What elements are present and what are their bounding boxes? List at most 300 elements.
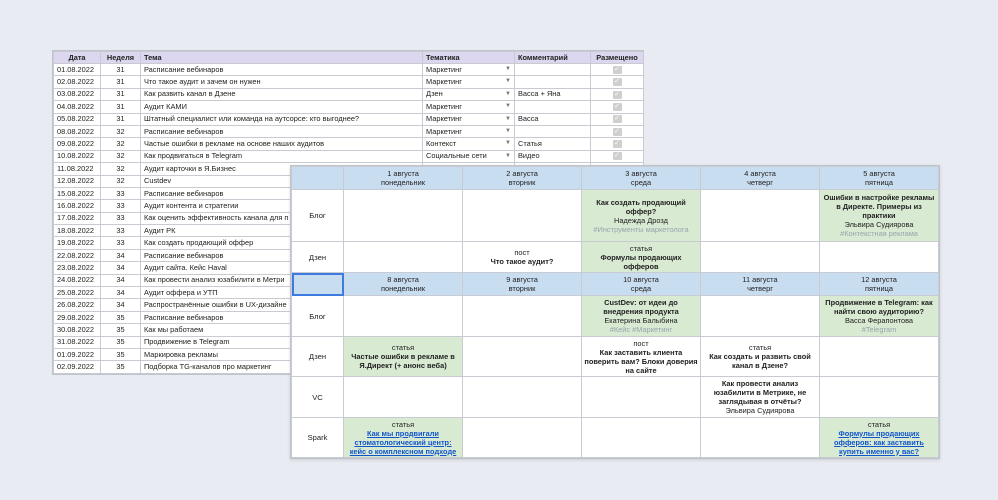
date-cell-text: 03.08.2022 — [57, 89, 94, 99]
week-cell-text: 31 — [116, 64, 125, 74]
header-row — [54, 52, 644, 64]
row-label-spark[interactable]: Spark — [292, 418, 344, 458]
theme-cell[interactable] — [423, 150, 515, 162]
week-cell-text: 32 — [116, 163, 125, 173]
calendar-cell-dzen-tue[interactable] — [463, 242, 582, 273]
date-cell[interactable] — [54, 299, 101, 311]
date-cell[interactable] — [54, 311, 101, 323]
week-cell-text: 33 — [116, 200, 125, 210]
day-weekday: среда — [630, 284, 652, 293]
post-title: Ошибки в настройке рекламы в Директе. Примеры из практики — [823, 193, 935, 220]
date-cell-text: 16.08.2022 — [57, 200, 94, 210]
topic-cell[interactable] — [141, 138, 423, 150]
date-cell-text: 31.08.2022 — [57, 337, 94, 347]
post-author: Екатерина Балыбина — [604, 316, 678, 325]
day-date: 9 августа — [506, 275, 538, 284]
week-cell[interactable] — [101, 225, 141, 237]
day-header[interactable] — [820, 167, 939, 190]
post-type: статья — [391, 343, 415, 352]
date-cell-text: 26.08.2022 — [57, 300, 94, 310]
date-cell[interactable] — [54, 88, 101, 100]
date-cell[interactable] — [54, 76, 101, 88]
week-cell[interactable] — [101, 212, 141, 224]
day-header[interactable] — [463, 167, 582, 190]
theme-cell-text: Маркетинг — [426, 114, 462, 124]
week-cell[interactable] — [101, 88, 141, 100]
day-weekday: пятница — [865, 284, 893, 293]
post-title: Формулы продающих офферов — [600, 252, 682, 271]
calendar-cell-vc-thu[interactable] — [701, 377, 820, 418]
weekly-calendar-sheet — [290, 165, 940, 459]
date-cell[interactable] — [54, 113, 101, 125]
date-cell[interactable] — [54, 336, 101, 348]
week-cell-text: 35 — [116, 312, 125, 322]
date-cell[interactable] — [54, 324, 101, 336]
comment-cell[interactable] — [515, 101, 591, 113]
calendar-cell[interactable] — [820, 377, 939, 418]
topic-cell[interactable] — [141, 150, 423, 162]
calendar-cell[interactable] — [344, 296, 463, 337]
checkbox-checked-icon[interactable]: ✓ — [614, 78, 620, 86]
comment-cell[interactable] — [515, 88, 591, 100]
chevron-down-icon[interactable]: ▼ — [505, 140, 511, 147]
date-cell-text: 19.08.2022 — [57, 238, 94, 248]
row-label-dzen[interactable]: Дзен — [292, 337, 344, 377]
chevron-down-icon[interactable]: ▼ — [505, 90, 511, 97]
week-cell-text: 31 — [116, 89, 125, 99]
date-cell[interactable] — [54, 150, 101, 162]
day-date: 10 августа — [623, 275, 659, 284]
day-weekday: пятница — [865, 178, 893, 187]
week-cell[interactable] — [101, 64, 141, 76]
week-cell[interactable] — [101, 287, 141, 299]
day-header[interactable] — [820, 273, 939, 296]
checkbox-checked-icon[interactable]: ✓ — [614, 65, 620, 73]
comment-cell[interactable] — [515, 125, 591, 137]
post-title: Как создать продающий оффер? — [596, 197, 686, 216]
week-cell[interactable] — [101, 249, 141, 261]
theme-cell-text: Дзен — [426, 89, 443, 99]
post-tag: #Кейс #Маркетинг — [609, 325, 673, 334]
week2-dzen-row — [292, 337, 939, 377]
theme-cell[interactable] — [423, 125, 515, 137]
week-cell[interactable] — [101, 274, 141, 286]
week-cell[interactable] — [101, 200, 141, 212]
table-row[interactable] — [54, 138, 644, 150]
chevron-down-icon[interactable]: ▼ — [505, 78, 511, 85]
calendar-cell-spark-fri[interactable] — [820, 418, 939, 458]
comment-cell-text: Видео — [518, 151, 540, 161]
day-header[interactable] — [344, 167, 463, 190]
theme-cell[interactable] — [423, 76, 515, 88]
topic-cell-text: Расписание вебинаров — [144, 64, 224, 74]
topic-cell-text: Как мы работаем — [144, 324, 204, 334]
week2-header-row — [292, 273, 939, 296]
day-date: 4 августа — [744, 169, 776, 178]
topic-cell-text: Расписание вебинаров — [144, 312, 224, 322]
calendar-cell-blog-wed[interactable] — [582, 296, 701, 337]
date-cell[interactable] — [54, 287, 101, 299]
post-title: Продвижение в Telegram: как найти свою аудиторию? — [825, 298, 933, 316]
date-cell-text: 17.08.2022 — [57, 213, 94, 223]
topic-cell-text: Как провести анализ юзабилити в Метри — [144, 275, 285, 285]
week-cell-text: 34 — [116, 262, 125, 272]
checkbox-checked-icon[interactable]: ✓ — [614, 102, 620, 110]
calendar-cell-spark-mon[interactable] — [344, 418, 463, 458]
table-row[interactable] — [54, 150, 644, 162]
col-topic[interactable]: Тема — [141, 52, 423, 64]
calendar-cell[interactable] — [582, 377, 701, 418]
corner-cell-selected[interactable] — [292, 273, 344, 296]
date-cell[interactable] — [54, 175, 101, 187]
row-label-blog[interactable]: Блог — [292, 190, 344, 242]
week-cell[interactable] — [101, 311, 141, 323]
chevron-down-icon[interactable]: ▼ — [505, 66, 511, 72]
checkbox-checked-icon[interactable]: ✓ — [614, 90, 620, 98]
topic-cell-text: Аудит оффера и УТП — [144, 287, 218, 297]
post-title: Как создать и развить свой канал в Дзене? — [709, 352, 811, 370]
theme-cell[interactable] — [423, 113, 515, 125]
day-date: 5 августа — [863, 169, 895, 178]
post-author: Эльвира Судиярова — [725, 406, 795, 415]
comment-cell[interactable] — [515, 76, 591, 88]
week-cell-text: 34 — [116, 275, 125, 285]
col-theme[interactable]: Тематика — [423, 52, 515, 64]
date-cell-text: 09.08.2022 — [57, 139, 94, 149]
week-cell-text: 33 — [116, 188, 125, 198]
topic-cell-text: Custdev — [144, 176, 172, 186]
post-tag: #Инструменты маркетолога — [593, 224, 689, 234]
week-cell[interactable] — [101, 336, 141, 348]
day-date: 8 августа — [387, 275, 419, 284]
week-cell[interactable] — [101, 113, 141, 125]
date-cell-text: 08.08.2022 — [57, 126, 94, 136]
week-cell[interactable] — [101, 361, 141, 373]
day-header[interactable] — [701, 273, 820, 296]
date-cell[interactable] — [54, 163, 101, 175]
date-cell[interactable] — [54, 101, 101, 113]
posted-cell[interactable] — [591, 88, 644, 100]
week-cell-text: 35 — [116, 337, 125, 347]
theme-cell-text: Маркетинг — [426, 77, 462, 87]
topic-cell[interactable] — [141, 101, 423, 113]
posted-cell[interactable] — [591, 64, 644, 76]
topic-cell-text: Продвижение в Telegram — [144, 337, 230, 347]
col-comment[interactable]: Комментарий — [515, 52, 591, 64]
date-cell[interactable] — [54, 225, 101, 237]
calendar-cell[interactable] — [463, 296, 582, 337]
checkbox-checked-icon[interactable]: ✓ — [614, 127, 620, 135]
topic-cell-text: Частые ошибки в рекламе на основе наших аудитов — [144, 139, 325, 149]
date-cell-text: 02.08.2022 — [57, 77, 94, 87]
topic-cell-text: Аудит контента и стратегии — [144, 200, 239, 210]
week-cell[interactable] — [101, 262, 141, 274]
date-cell[interactable] — [54, 262, 101, 274]
day-weekday: среда — [630, 178, 652, 187]
topic-cell-text: Как развить канал в Дзене — [144, 89, 236, 99]
date-cell-text: 23.08.2022 — [57, 262, 94, 272]
day-weekday: вторник — [508, 178, 536, 187]
calendar-cell[interactable] — [344, 242, 463, 273]
theme-cell-text: Маркетинг — [426, 126, 462, 136]
day-header[interactable] — [582, 273, 701, 296]
post-title: CustDev: от идеи до внедрения продукта — [603, 298, 679, 316]
date-cell[interactable] — [54, 274, 101, 286]
corner-cell[interactable] — [292, 167, 344, 190]
col-week[interactable]: Неделя — [101, 52, 141, 64]
date-cell-text: 25.08.2022 — [57, 287, 94, 297]
chevron-down-icon[interactable]: ▼ — [505, 115, 511, 122]
topic-cell-text: Расписание вебинаров — [144, 126, 224, 136]
day-weekday: четверг — [747, 178, 773, 187]
topic-cell-text: Аудит РК — [144, 225, 176, 235]
calendar-cell[interactable] — [701, 242, 820, 273]
week-cell-text: 35 — [116, 349, 125, 359]
topic-cell-text: Что такое аудит и зачем он нужен — [144, 77, 261, 87]
chevron-down-icon[interactable]: ▼ — [505, 127, 511, 134]
calendar-cell[interactable] — [701, 190, 820, 242]
calendar-cell-blog-fri[interactable] — [820, 190, 939, 242]
calendar-cell-dzen-thu[interactable] — [701, 337, 820, 377]
week-cell-text: 33 — [116, 225, 125, 235]
day-date: 3 августа — [625, 169, 657, 178]
week-cell[interactable] — [101, 324, 141, 336]
post-title: Как заставить клиента поверить вам? Блоки доверия на сайте — [584, 347, 698, 375]
posted-cell[interactable] — [591, 101, 644, 113]
date-cell-text: 01.09.2022 — [57, 349, 94, 359]
topic-cell-text: Маркировка рекламы — [144, 349, 218, 359]
week-cell[interactable] — [101, 237, 141, 249]
week-cell-text: 32 — [116, 126, 125, 136]
topic-cell-text: Аудит КАМИ — [144, 101, 187, 111]
post-author: Васса Ферапонтова — [844, 316, 914, 325]
calendar-cell-dzen-mon[interactable] — [344, 337, 463, 377]
topic-cell[interactable] — [141, 113, 423, 125]
date-cell-text: 15.08.2022 — [57, 188, 94, 198]
day-weekday: понедельник — [381, 284, 425, 293]
calendar-cell[interactable] — [463, 337, 582, 377]
theme-cell[interactable] — [423, 88, 515, 100]
comment-cell-text: Статья — [518, 139, 542, 149]
table-row[interactable] — [54, 64, 644, 76]
table-row[interactable] — [54, 113, 644, 125]
day-header[interactable] — [582, 167, 701, 190]
date-cell-text: 12.08.2022 — [57, 176, 94, 186]
table-row[interactable] — [54, 125, 644, 137]
col-date[interactable]: Дата — [54, 52, 101, 64]
table-row[interactable] — [54, 88, 644, 100]
post-link[interactable]: Как мы продвигали стоматологический центр: кейс о комплексном подходе — [349, 428, 457, 456]
date-cell-text: 11.08.2022 — [57, 163, 94, 173]
week-cell[interactable] — [101, 348, 141, 360]
topic-cell[interactable] — [141, 64, 423, 76]
date-cell-text: 18.08.2022 — [57, 225, 94, 235]
posted-cell[interactable] — [591, 138, 644, 150]
theme-cell[interactable] — [423, 138, 515, 150]
table-row[interactable] — [54, 101, 644, 113]
date-cell-text: 30.08.2022 — [57, 324, 94, 334]
post-tag: #Telegram — [861, 325, 897, 334]
date-cell[interactable] — [54, 125, 101, 137]
posted-cell[interactable] — [591, 113, 644, 125]
week-cell[interactable] — [101, 138, 141, 150]
calendar-cell-dzen-wed[interactable] — [582, 337, 701, 377]
calendar-cell[interactable] — [344, 377, 463, 418]
topic-cell-text: Распространённые ошибки в UX-дизайне — [144, 300, 287, 310]
week-cell[interactable] — [101, 150, 141, 162]
comment-cell[interactable] — [515, 113, 591, 125]
date-cell[interactable] — [54, 348, 101, 360]
calendar-cell[interactable] — [820, 337, 939, 377]
date-cell-text: 10.08.2022 — [57, 151, 94, 161]
week-cell-text: 31 — [116, 114, 125, 124]
date-cell[interactable] — [54, 212, 101, 224]
topic-cell-text: Как продвигаться в Telegram — [144, 151, 242, 161]
comment-cell[interactable] — [515, 150, 591, 162]
topic-cell[interactable] — [141, 88, 423, 100]
week-cell-text: 34 — [116, 287, 125, 297]
calendar-cell[interactable] — [582, 418, 701, 458]
calendar-cell-blog-wed[interactable] — [582, 190, 701, 242]
calendar-cell[interactable] — [463, 190, 582, 242]
week-cell-text: 34 — [116, 300, 125, 310]
week-cell-text: 33 — [116, 238, 125, 248]
calendar-cell-dzen-wed[interactable] — [582, 242, 701, 273]
week-cell-text: 32 — [116, 151, 125, 161]
theme-cell-text: Социальные сети — [426, 151, 487, 161]
posted-cell[interactable] — [591, 76, 644, 88]
day-header[interactable] — [463, 273, 582, 296]
week-cell-text: 35 — [116, 324, 125, 334]
week-cell[interactable] — [101, 76, 141, 88]
date-cell[interactable] — [54, 138, 101, 150]
topic-cell-text: Расписание вебинаров — [144, 250, 224, 260]
post-link[interactable]: Формулы продающих офферов: как заставить купить именно у вас? — [834, 428, 924, 456]
day-date: 1 августа — [387, 169, 419, 178]
chevron-down-icon[interactable]: ▼ — [505, 103, 511, 110]
topic-cell[interactable] — [141, 125, 423, 137]
theme-cell-text: Маркетинг — [426, 64, 462, 74]
chevron-down-icon[interactable]: ▼ — [505, 152, 511, 159]
week-cell-text: 31 — [116, 77, 125, 87]
day-weekday: вторник — [508, 284, 536, 293]
week-cell[interactable] — [101, 299, 141, 311]
date-cell-text: 05.08.2022 — [57, 114, 94, 124]
week1-header-row — [292, 167, 939, 190]
comment-cell[interactable] — [515, 64, 591, 76]
row-label-vc[interactable]: VC — [292, 377, 344, 418]
calendar-cell[interactable] — [344, 190, 463, 242]
comment-cell-text: Васса — [518, 114, 539, 124]
week-cell[interactable] — [101, 163, 141, 175]
date-cell-text: 02.09.2022 — [57, 362, 94, 372]
topic-cell-text: Штатный специалист или команда на аутсорсе: кто выгоднее? — [144, 114, 360, 124]
post-title: Частые ошибки в рекламе в Я.Директ (+ анонс веба) — [351, 352, 455, 370]
week-cell[interactable] — [101, 101, 141, 113]
week-cell-text: 33 — [116, 213, 125, 223]
calendar-cell[interactable] — [463, 377, 582, 418]
checkbox-checked-icon[interactable]: ✓ — [614, 152, 620, 160]
date-cell[interactable] — [54, 64, 101, 76]
post-author: Эльвира Судиярова — [844, 220, 914, 229]
theme-cell[interactable] — [423, 64, 515, 76]
checkbox-checked-icon[interactable]: ✓ — [614, 140, 620, 148]
post-title: Как провести анализ юзабилити в Метрике, не заглядывая в отчёты? — [713, 379, 807, 406]
date-cell[interactable] — [54, 361, 101, 373]
day-date: 12 августа — [861, 275, 897, 284]
topic-cell[interactable] — [141, 76, 423, 88]
day-date: 2 августа — [506, 169, 538, 178]
calendar-cell[interactable] — [463, 418, 582, 458]
date-cell-text: 01.08.2022 — [57, 64, 94, 74]
posted-cell[interactable] — [591, 150, 644, 162]
post-type: пост — [514, 248, 530, 257]
col-posted[interactable]: Размещено — [591, 52, 644, 64]
week2-blog-row — [292, 296, 939, 337]
week-cell-text: 34 — [116, 250, 125, 260]
post-author: Надежда Дрозд — [614, 215, 668, 225]
post-type: пост — [633, 338, 649, 348]
calendar-cell[interactable] — [701, 296, 820, 337]
topic-cell-text: Аудит сайта. Кейс Haval — [144, 262, 227, 272]
post-type: статья — [748, 343, 772, 352]
row-label-dzen[interactable]: Дзен — [292, 242, 344, 273]
comment-cell-text: Васса + Яна — [518, 89, 561, 99]
checkbox-checked-icon[interactable]: ✓ — [614, 115, 620, 123]
date-cell-text: 04.08.2022 — [57, 101, 94, 111]
topic-cell-text: Как оценить эффективность канала для п — [144, 213, 289, 223]
date-cell-text: 22.08.2022 — [57, 250, 94, 260]
post-type: статья — [391, 419, 415, 429]
topic-cell-text: Аудит карточки в Я.Бизнес — [144, 163, 236, 173]
week1-blog-row — [292, 190, 939, 242]
date-cell-text: 29.08.2022 — [57, 312, 94, 322]
comment-cell[interactable] — [515, 138, 591, 150]
week2-spark-row — [292, 418, 939, 458]
calendar-cell[interactable] — [820, 242, 939, 273]
week-cell-text: 31 — [116, 101, 125, 111]
week-cell[interactable] — [101, 175, 141, 187]
post-tag: #Контекстная реклама — [840, 229, 918, 238]
topic-cell-text: Подборка TG-каналов про маркетинг — [144, 362, 272, 372]
week-cell[interactable] — [101, 125, 141, 137]
theme-cell-text: Контекст — [426, 139, 457, 149]
date-cell[interactable] — [54, 249, 101, 261]
row-label-blog[interactable]: Блог — [292, 296, 344, 337]
posted-cell[interactable] — [591, 125, 644, 137]
week-cell-text: 32 — [116, 176, 125, 186]
date-cell[interactable] — [54, 187, 101, 199]
weekly-calendar-table — [291, 166, 939, 458]
calendar-cell[interactable] — [701, 418, 820, 458]
table-row[interactable] — [54, 76, 644, 88]
theme-cell[interactable] — [423, 101, 515, 113]
day-weekday: четверг — [747, 284, 773, 293]
date-cell-text: 24.08.2022 — [57, 275, 94, 285]
date-cell[interactable] — [54, 200, 101, 212]
day-weekday: понедельник — [381, 178, 425, 187]
post-type: статья — [629, 243, 653, 253]
day-header[interactable] — [344, 273, 463, 296]
day-date: 11 августа — [742, 275, 778, 284]
week1-dzen-row — [292, 242, 939, 273]
topic-cell-text: Как создать продающий оффер — [144, 238, 254, 248]
post-title: Что такое аудит? — [490, 257, 554, 266]
day-header[interactable] — [701, 167, 820, 190]
date-cell[interactable] — [54, 237, 101, 249]
week-cell[interactable] — [101, 187, 141, 199]
calendar-cell-blog-fri[interactable] — [820, 296, 939, 337]
